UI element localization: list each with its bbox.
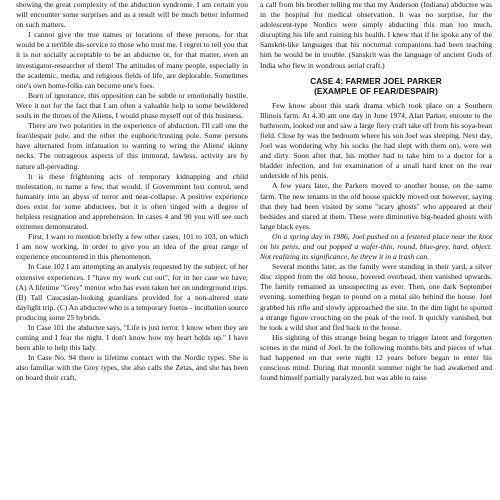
paragraph: I cannot give the true names or locations of these persons, for that would be a terrible dis-service to those who trust me. I regret to tell you that it is not socially acceptable to be an abductee or, for that matter, even an investigator-researcher of them! The attitudes of many people, especially in the academic, media, and religious fields of life, are deplorable. Sometimes one's own home-folks can become one's foes. <box>16 30 248 90</box>
case-heading-title: CASE 4: FARMER JOEL PARKER <box>310 76 442 86</box>
paragraph: Few know about this stark drama which took place on a Southern Illinois farm. At 4.30 am one day in June 1974, Alan Parker, enroute to the bathroom, looked out and saw a large fiery craft take off from his soya-bean field. Close by was the bedroom where his son Joel was sleeping. Next day, Joel was wondering why his socks (he had slept with them on), were wet and dirty. Soon after that, his mother had to take him to a doctor for a bladder infection, and for examination of a small hard knot on the rear underside of his penis. <box>260 100 492 181</box>
paragraph: It is these frightening acts of temporary kidnapping and child molestation, to name a few, that would, if Government lost control, send humanity into an abyss of terror and near-collapse. A positive experience does exist for some abductees, but it is often tinged with a degree of helpless resignation and apprehension. In cases 4 and 90 you will see such extremes demonstrated. <box>16 171 248 232</box>
paragraph: Several months later, as the family were standing in their yard, a silver disc zipped from the old house, hovered overhead, then vanished upwards. The family remained as unsuspecting as ever. Then, one dark September evening, something began to pound on a metal silo behind the house. Joel grabbed his rifle and slowly approached the site. In the dim light he spotted a strange figure crouching on the peak of the roof. It quickly vanished, but he took a wild shot and fled back to the house. <box>260 262 492 332</box>
paragraph: First, I want to mention briefly a few other cases, 101 to 103, on which I am now working, in order to give you an idea of the great range of experience encountered in this phenomenon. <box>16 232 248 262</box>
paragraph: showing the great complexity of the abduction syndrome. I am certain you will encounter some surprises and as a result will be much better informed on such matters. <box>16 0 248 30</box>
paragraph: a call from his brother telling me that my Anderson (Indiana) abductee was in the hospital for medical observation. It was no surprise, for the adolescent-type Nordics were simply abducting this man too much, disrupting his life and ruining his health. I knew that if he spoke any of the Sanskrit-like languages that his nocturnal companions had been teaching him he would be in trouble. (Sanskrit was the language of ancient Gods of India who flew in wondrous aerial craft.) <box>260 0 492 70</box>
paragraph: In Case No. 94 there is lifetime contact with the Nordic types. She is also familiar with the Grey types, she also calls the Zetas, and she has been on board their craft, <box>16 353 248 383</box>
case-heading <box>260 77 492 97</box>
paragraph: Born of ignorance, this opposition can be subtle or emotionally hostile. Were it not for the fact that I am often a valuable help to some bewildered souls in the throes of the Aliens, I would phase myself out of this business. <box>16 90 248 121</box>
paragraph: A few years later, the Parkers moved to another house, on the same farm. The new tenants in the old house quickly moved out however, saying that they had been visited by some "scary ghosts" who appeared at their bedsides and stared at them. These were diminutive big-headed ghosts with large black eyes. <box>260 181 492 231</box>
paragraph: There are two polarities in the experience of abduction. I'll call one the fear/despair pole, and the other the euphoric/trusting pole. Some persons have alternated from infatuation to wanting to wring the Aliens' skinny necks. The outrageous aspects of this immoral, lawless, activity are by nature all-pervading. <box>16 121 248 171</box>
italic-paragraph: On a spring day in 1986, Joel pushed on a festered place near the knot on his penis, and out popped a wafer-thin, round, blue-grey, hard, object. Not realizing its significance, he threw it in a trash can. <box>260 231 492 262</box>
case-heading-subtitle: (EXAMPLE OF FEAR/DESPAIR) <box>314 86 438 96</box>
paragraph: In Case 102 I am attempting an analysis requested by the subject, of her extensive experiences. I "have my work cut out", for in her case we have; (A) A lifetime "Grey" mentor who has even taken her on underground trips. (B) Tall Caucasian-looking guardians provided for a non-altered state daylight trip. (C) An abductee who is a temporary foetus - incubation source producing some 25 hybrids. <box>16 262 248 322</box>
left-column <box>16 0 248 500</box>
right-column <box>260 0 492 500</box>
paragraph: In Case 101 the abductee says, "Life is just terror. I know when they are coming and I fear the night. I don't know how my heart holds up." I have been able to help this lady. <box>16 323 248 353</box>
paragraph: His sighting of this strange being began to trigger latent and forgotten scenes in the mind of Joel. In the following months bits and pieces of what had happened on that eerie night 12 years before began to enter his conscious mind. During that moonlit summer night he had awakened and found himself partially paralyzed, but was able to raise <box>260 332 492 383</box>
